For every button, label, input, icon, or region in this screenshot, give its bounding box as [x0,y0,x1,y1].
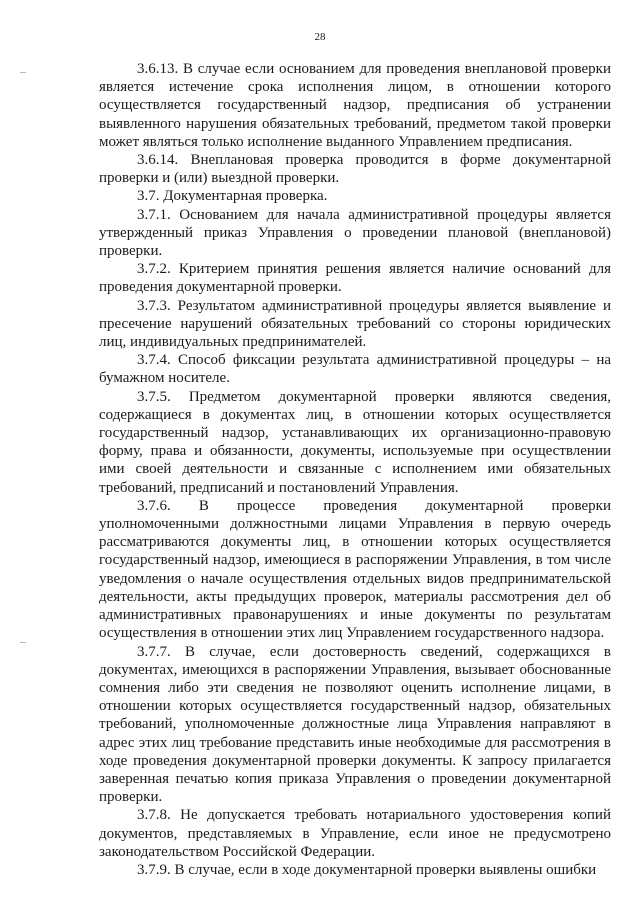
paragraph-3-7-5: 3.7.5. Предметом документарной проверки являются сведения, содержащиеся в документах лиц, в отношении которых осуществляется государственный надзор, устанавливающих их организационно-правовую форму, права и обязанности, документы, используемые при осуществлении ими своей деятельности и связанные с исполнением ими обязательных требований, предписаний и постановлений Управления. [99,388,611,496]
paragraph-3-7-7: 3.7.7. В случае, если достоверность сведений, содержащихся в документах, имеющихся в распоряжении Управления, вызывает обоснованные сомнения либо эти сведения не позволяют оценить исполнение лицами, в отношении которых осуществляется государственный надзор, обязательных требований, уполномоченные должностные лица Управления направляют в адрес этих лиц требование представить иные необходимые для рассмотрения в ходе проведения документарной проверки документы. К запросу прилагается заверенная печатью копия приказа Управления о проведении документарной проверки. [99,643,611,806]
paragraph-3-7-3: 3.7.3. Результатом административной процедуры является выявление и пресечение нарушений обязательных требований со стороны юридических лиц, индивидуальных предпринимателей. [99,297,611,351]
margin-mark [20,72,26,77]
paragraph-3-6-13: 3.6.13. В случае если основанием для проведения внеплановой проверки является истечение срока исполнения лицом, в отношении которого осуществляется государственный надзор, предписания об устранении выявленного нарушения обязательных требований, предметом такой проверки может являться только исполнение выданного Управлением предписания. [99,61,611,150]
paragraph-3-7-2: 3.7.2. Критерием принятия решения является наличие оснований для проведения документарной проверки. [99,261,611,296]
paragraph-3-7-1: 3.7.1. Основанием для начала административной процедуры является утвержденный приказ Управления о проведении плановой (внеплановой) проверки. [99,206,611,260]
section-heading-3-7: 3.7. Документарная проверка. [137,188,328,205]
paragraph-3-7-6: 3.7.6. В процессе проведения документарной проверки уполномоченными должностными лицами Управления в первую очередь рассматриваются документы лиц, в отношении которых осуществляется государственный надзор, имеющиеся в распоряжении Управления, в том числе уведомления о начале осуществления отдельных видов предпринимательской деятельности, акты предыдущих проверок, материалы рассмотрения дел об административных правонарушениях и иные документы по результатам осуществления в отношении этих лиц Управлением государственного надзора. [99,497,611,642]
margin-mark [20,642,26,647]
paragraph-3-7-9: 3.7.9. В случае, если в ходе документарной проверки выявлены ошибки [137,861,597,878]
paragraph-3-7-8: 3.7.8. Не допускается требовать нотариального удостоверения копий документов, представляемых в Управление, если иное не предусмотрено законодательством Российской Федерации. [99,807,611,860]
page-number: 28 [314,31,326,43]
document-body [99,60,611,879]
paragraph-3-7-4: 3.7.4. Способ фиксации результата административной процедуры – на бумажном носителе. [99,352,611,387]
paragraph-3-6-14: 3.6.14. Внеплановая проверка проводится в форме документарной проверки и (или) выездной проверки. [99,152,611,187]
